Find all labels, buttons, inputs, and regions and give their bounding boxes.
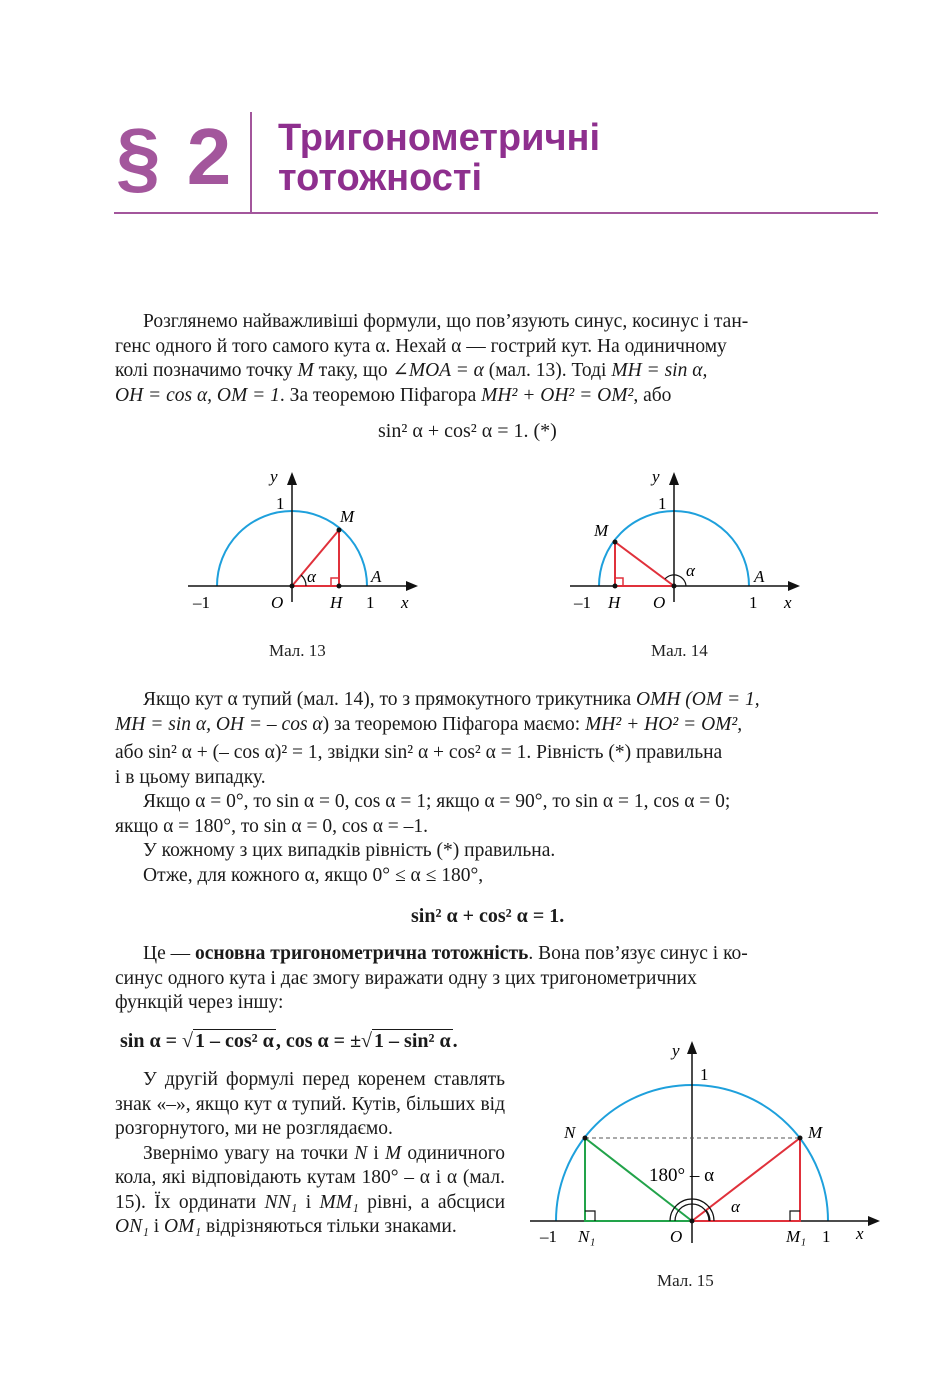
- label-minus-one: –1: [574, 593, 591, 612]
- formula-star: sin² α + cos² α = 1. (*): [378, 420, 557, 442]
- identity-line-3: функцій через іншу:: [115, 992, 284, 1013]
- page-title: [278, 118, 600, 198]
- x-arrow-icon: [788, 581, 800, 591]
- obtuse-paragraph: [115, 688, 878, 888]
- special-line-4: Отже, для кожного α, якщо 0° ≤ α ≤ 180°,: [143, 864, 484, 886]
- label-o: O: [653, 593, 666, 612]
- title-line-2: тотожності: [278, 157, 483, 199]
- intro-line-2: генс одного й того самого кута α. Нехай α — гострий кут. На одиничному: [115, 335, 727, 357]
- label-minus-one: –1: [193, 593, 210, 612]
- intro-line-3: колі позначимо точку M таку, що ∠MOA = α (мал. 13). Тоді MH = sin α,: [115, 360, 708, 381]
- label-n: N: [564, 1123, 576, 1142]
- point-o: [290, 584, 295, 589]
- figure-15: [530, 1035, 890, 1253]
- label-y: y: [652, 467, 660, 486]
- caption-fig-13: Мал. 13: [269, 641, 326, 660]
- label-h: H: [330, 593, 343, 612]
- point-o: [672, 584, 677, 589]
- point-o: [690, 1219, 695, 1224]
- label-m: M: [594, 521, 609, 540]
- y-arrow-icon: [669, 472, 679, 485]
- label-alpha: α: [731, 1197, 740, 1216]
- label-one-x: 1: [822, 1227, 831, 1246]
- right-angle-mark-m: [790, 1211, 800, 1221]
- triangle-omh: [615, 542, 674, 586]
- point-m: [337, 528, 342, 533]
- header-rule: [114, 212, 878, 214]
- obtuse-line-2: MH = sin α, OH = – cos α) за теоремою Піфагора маємо: MH² + HO² = OM²,: [115, 713, 743, 735]
- right-angle-mark-n: [585, 1211, 595, 1221]
- sqrt-sign-icon: √: [361, 1030, 373, 1052]
- intro-line-4: OH = cos α, OM = 1. За теоремою Піфагора MH² + OH² = OM², або: [115, 384, 672, 406]
- section-number: § 2: [116, 112, 234, 201]
- caption-fig-15: Мал. 15: [657, 1271, 714, 1290]
- point-m: [613, 540, 618, 545]
- obtuse-line-4: і в цьому випадку.: [115, 766, 266, 788]
- label-o: O: [670, 1227, 683, 1246]
- identity-line-1: Це — основна тригонометрична тотожність. Вона пов’язує синус і ко-: [143, 943, 748, 964]
- bottom-paragraph-2: Звернімо увагу на точки N і M одиничного кола, які відповідають кутам 180° – α і α (мал. 15). Їх ординати NN₁ і MM₁ рівні, а абсциси ON₁ і OM₁ відрізняються тільки знаками.: [115, 1142, 506, 1237]
- formula-main: sin² α + cos² α = 1.: [411, 905, 565, 927]
- intro-line-1: Розглянемо найважливіші формули, що пов’язують синус, косинус і тан-: [143, 311, 749, 332]
- special-line-2: якщо α = 180°, то sin α = 0, cos α = –1.: [115, 815, 429, 837]
- figure-14: [562, 462, 812, 612]
- label-one-x: 1: [749, 593, 758, 612]
- label-x: x: [784, 593, 792, 612]
- label-x: x: [856, 1224, 864, 1243]
- label-one-y: 1: [700, 1065, 709, 1084]
- x-arrow-icon: [406, 581, 418, 591]
- y-arrow-icon: [287, 472, 297, 485]
- label-alpha: α: [686, 561, 695, 580]
- label-one-x: 1: [366, 593, 375, 612]
- bottom-paragraph-1: У другій формулі перед коренем ставлять знак «–», якщо кут α тупий. Кутів, більших від розгорнутого, ми не розглядаємо.: [115, 1069, 505, 1139]
- bottom-text: [115, 1068, 505, 1240]
- label-a: A: [754, 567, 765, 586]
- identity-paragraph: [115, 942, 878, 1016]
- header-divider: [250, 112, 252, 212]
- x-arrow-icon: [868, 1216, 880, 1226]
- label-minus-one: –1: [540, 1227, 557, 1246]
- obtuse-line-1: Якщо кут α тупий (мал. 14), то з прямокутного трикутника OMH (OM = 1,: [143, 689, 760, 710]
- label-n1: N₁: [578, 1227, 596, 1246]
- point-h: [613, 584, 618, 589]
- special-line-3: У кожному з цих випадків рівність (*) правильна.: [143, 840, 556, 861]
- label-m: M: [808, 1123, 823, 1142]
- label-supp: 180° – α: [649, 1165, 715, 1186]
- point-n: [583, 1136, 588, 1141]
- label-alpha: α: [307, 567, 316, 586]
- y-arrow-icon: [687, 1041, 697, 1054]
- label-a: A: [371, 567, 382, 586]
- label-h: H: [608, 593, 621, 612]
- label-y: y: [270, 467, 278, 486]
- label-y: y: [672, 1041, 680, 1060]
- obtuse-line-3: або sin² α + (– cos α)² = 1, звідки sin² α + cos² α = 1. Рівність (*) правильна: [115, 742, 723, 763]
- point-h: [337, 584, 342, 589]
- sqrt-sign-icon: √: [182, 1030, 194, 1052]
- point-m: [798, 1136, 803, 1141]
- label-one-y: 1: [658, 494, 667, 513]
- label-m1: M₁: [786, 1227, 807, 1246]
- figure-13: [180, 462, 430, 612]
- label-one-y: 1: [276, 494, 285, 513]
- label-x: x: [401, 593, 409, 612]
- label-o: O: [271, 593, 284, 612]
- special-line-1: Якщо α = 0°, то sin α = 0, cos α = 1; якщо α = 90°, то sin α = 1, cos α = 0;: [143, 791, 731, 812]
- caption-fig-14: Мал. 14: [651, 641, 708, 660]
- sqrt-formulas: sin α = √ 1 – cos² α , cos α = ±√ 1 – sin² α .: [120, 1030, 458, 1052]
- angle-arc: [301, 575, 306, 586]
- title-line-1: Тригонометричні: [278, 117, 601, 159]
- identity-line-2: синус одного кута і дає змогу виражати одну з цих тригонометричних: [115, 967, 697, 989]
- intro-paragraph: [115, 310, 878, 408]
- label-m: M: [340, 507, 355, 526]
